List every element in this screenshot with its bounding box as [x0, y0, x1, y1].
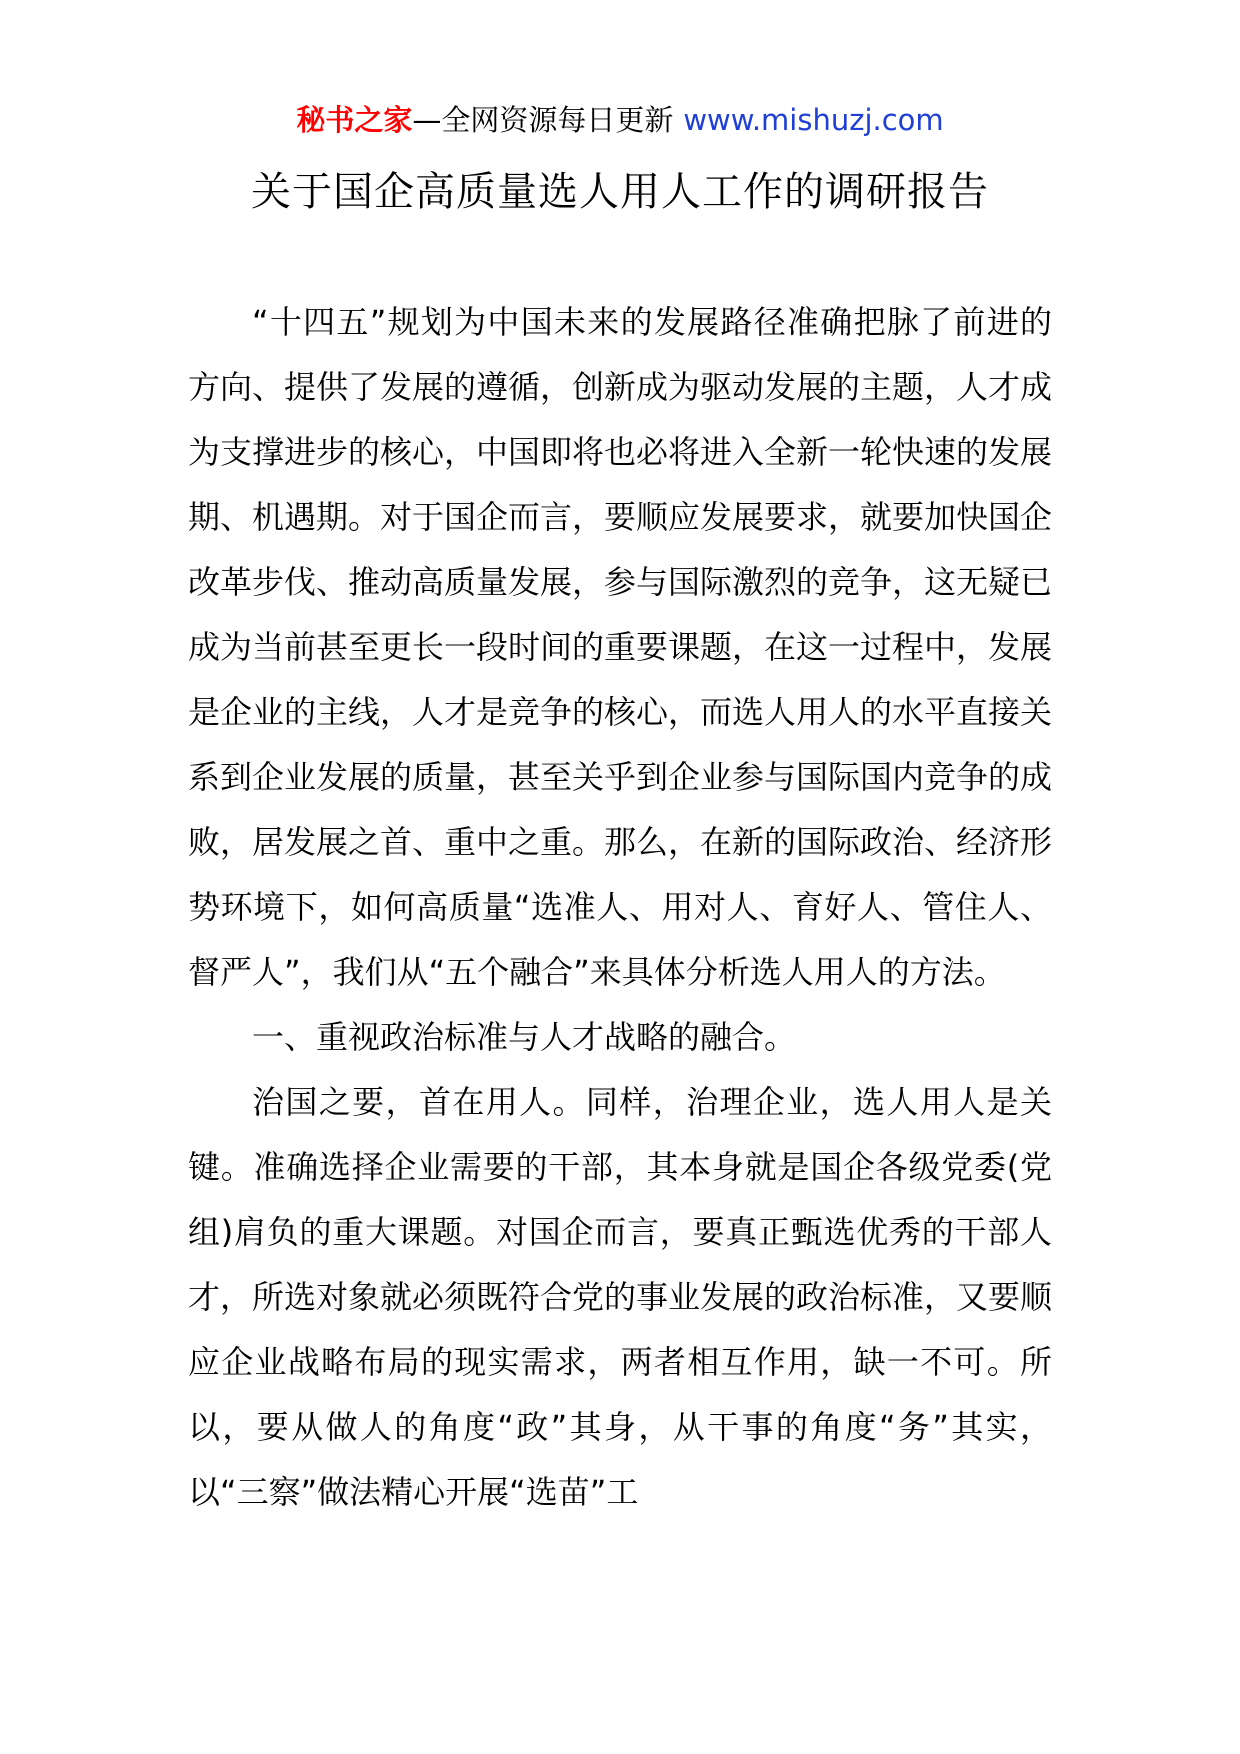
- site-url[interactable]: www.mishuzj.com: [683, 103, 944, 137]
- site-header: [0, 100, 1240, 140]
- document-body: [188, 290, 1052, 1525]
- section-heading-1: 一、重视政治标准与人才战略的融合。: [252, 1018, 797, 1056]
- brand-name: 秘书之家: [296, 103, 413, 137]
- header-slogan: —全网资源每日更新: [412, 103, 674, 137]
- paragraph-section-1: 治国之要，首在用人。同样，治理企业，选人用人是关键。准确选择企业需要的干部，其本身就是国企各级党委(党组)肩负的重大课题。对国企而言，要真正甄选优秀的干部人才，所选对象就必须既符合党的事业发展的政治标准，又要顺应企业战略布局的现实需求，两者相互作用，缺一不可。所以，要从做人的角度“政”其身，从干事的角度“务”其实，以“三察”做法精心开展“选苗”工: [188, 1083, 1053, 1511]
- paragraph-intro: “十四五”规划为中国未来的发展路径准确把脉了前进的方向、提供了发展的遵循，创新成为驱动发展的主题，人才成为支撑进步的核心，中国即将也必将进入全新一轮快速的发展期、机遇期。对于国企而言，要顺应发展要求，就要加快国企改革步伐、推动高质量发展，参与国际激烈的竞争，这无疑已成为当前甚至更长一段时间的重要课题，在这一过程中，发展是企业的主线，人才是竞争的核心，而选人用人的水平直接关系到企业发展的质量，甚至关乎到企业参与国际国内竞争的成败，居发展之首、重中之重。那么，在新的国际政治、经济形势环境下，如何高质量“选准人、用对人、育好人、管住人、督严人”，我们从“五个融合”来具体分析选人用人的方法。: [188, 303, 1053, 991]
- document-title: 关于国企高质量选人用人工作的调研报告: [251, 169, 989, 215]
